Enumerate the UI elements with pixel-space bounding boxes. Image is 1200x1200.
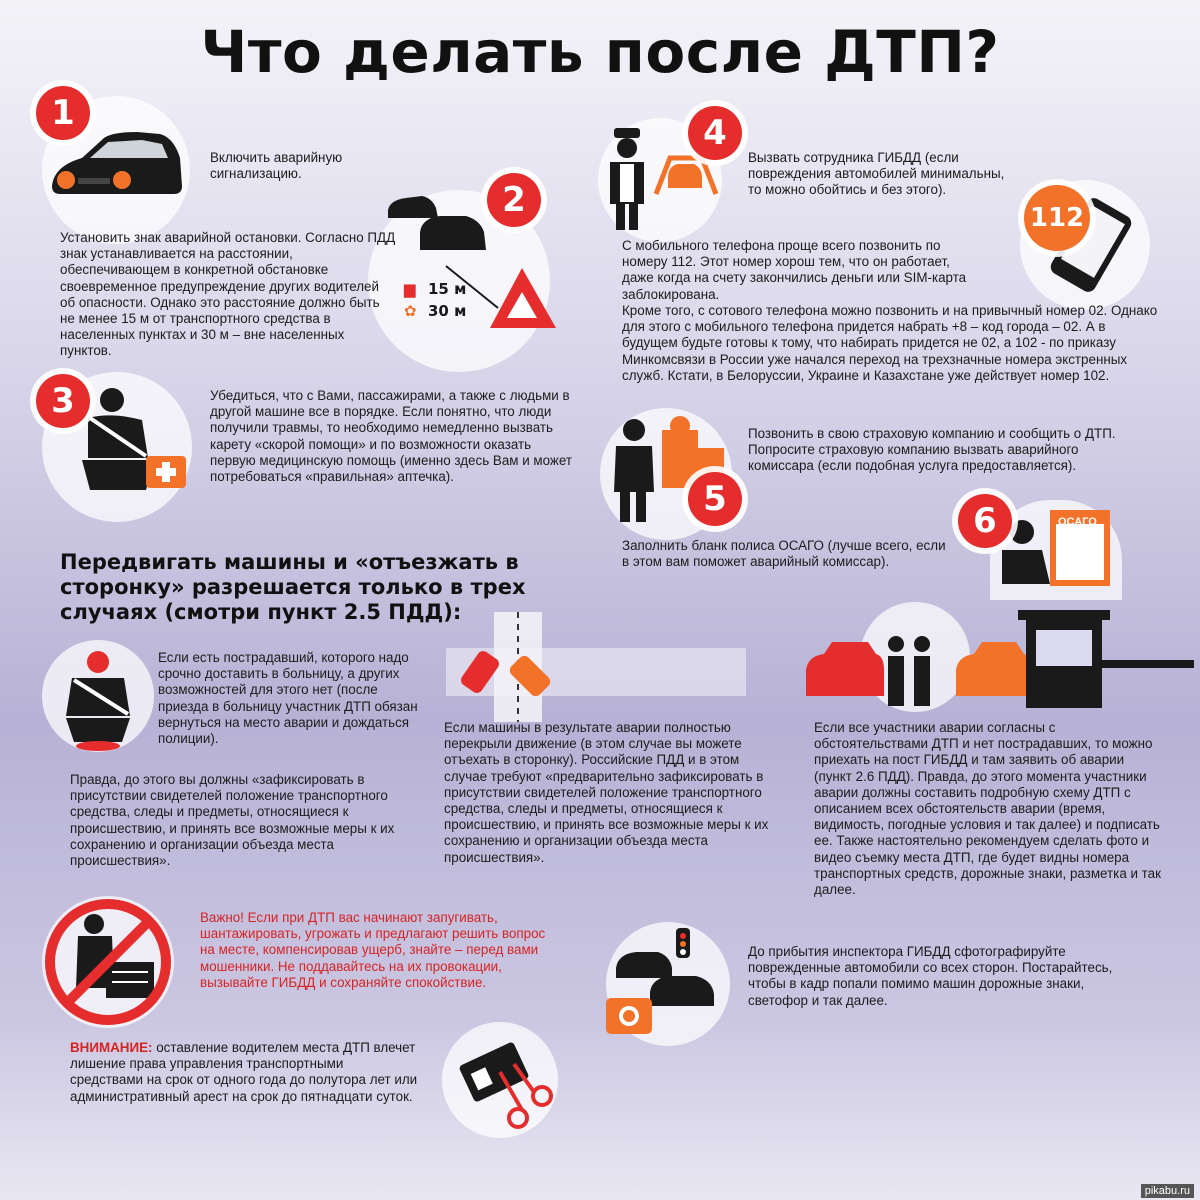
attention-text: оставление водителем места ДТП влечет лишение права управления транспортными средствами на срок от одного года до полутора лет или административный арест на срок до пятнадцати суток. xyxy=(70,1040,418,1104)
step3-number-badge: 3 xyxy=(36,374,90,428)
step5-number-badge: 5 xyxy=(688,472,742,526)
step1-text: Включить аварийную сигнализацию. xyxy=(210,150,343,182)
city-icon: ▆ xyxy=(404,281,416,298)
attention-block xyxy=(70,1040,420,1105)
osago-label: ОСАГО xyxy=(1058,516,1097,528)
case3-text: Если все участники аварии согласны с обстоятельствами ДТП и нет пострадавших, то можно приехать на пост ГИБДД и там заявить об аварии (пункт 2.6 ПДД). Правда, до этого момента участники аварии должны составить подробную схему ДТП с описанием всех обстоятельств аварии (время, видимость, погодные условия и так далее) и подписать ее. Также настоятельно рекомендуем сделать фото и видео съемку места ДТП, где будет видны номера транспортных средств, дорожные знаки, разметка и так далее. xyxy=(814,720,1161,898)
case1-note: Правда, до этого вы должны «зафиксировать в присутствии свидетелей положение транспортного средства, следы и предметы, относящиеся к происшествию, и принять все возможные меры к их сохранению и организации объезда места происшествия». xyxy=(70,772,395,869)
source-credit: pikabu.ru xyxy=(1141,1184,1194,1198)
phone-02-text: Кроме того, с сотового телефона можно позвонить и на привычный номер 02. Однако для этого с мобильного телефона придется набрать +8 – код города – 02. А в будущем будьте готовы к тому, что набирать придется не 02, а 102 - по приказу Минкомсвязи в России уже начался переход на трехзначные номера экстренных служб. Кстати, в Белоруссии, Украине и Казахстане уже действует номер 102. xyxy=(622,303,1158,383)
step3-text: Убедиться, что с Вами, пассажирами, а также с людьми в другой машине все в порядке. Если понятно, что люди получили травмы, то необходимо немедленно вызвать карету «скорой помощи» и по возможности оказать первую медицинскую помощь (именно здесь Вам и может потребоваться «правильная» аптечка). xyxy=(210,388,572,485)
attention-label: ВНИМАНИЕ: xyxy=(70,1040,153,1055)
moving-heading: Передвигать машины и «отъезжать в сторонку» разрешается только в трех случаях (смотри пункт 2.5 ПДД): xyxy=(60,550,526,624)
blocked-road-icon xyxy=(446,612,746,722)
step5-text: Позвонить в свою страховую компанию и сообщить о ДТП. Попросите страховую компанию вызвать аварийного комиссара (если подобная услуга предоставляется). xyxy=(748,426,1116,474)
step6-text: Заполнить бланк полиса ОСАГО (лучше всего, если в этом вам поможет аварийный комиссар). xyxy=(622,538,946,570)
injured-person-icon xyxy=(42,640,154,752)
warning-triangle-icon xyxy=(380,188,580,348)
photo-text: До прибытия инспектора ГИБДД сфотографируйте поврежденные автомобили со всех сторон. Постарайтесь, чтобы в кадр попали помимо машин дорожные знаки, светофор и так далее. xyxy=(748,944,1113,1008)
gibdd-post-icon xyxy=(804,606,1196,712)
step1-number-badge: 1 xyxy=(36,86,90,140)
case1-icon-circle xyxy=(42,640,154,752)
tree-icon: ✿ xyxy=(404,303,417,320)
case2-text: Если машины в результате аварии полностью перекрыли движение (в этом случае вы можете отъехать в сторонку). Российские ПДД и в этом случае требуют «предварительно зафиксировать в присутствии свидетелей положение транспортного средства, следы и предметы, относящиеся к происшествию, и принять все возможные меры к их сохранению и организации объезда места происшествия». xyxy=(444,720,769,865)
step2-number-badge: 2 xyxy=(487,173,541,227)
warning-icon-circle xyxy=(42,896,174,1028)
step4-text: Вызвать сотрудника ГИБДД (если повреждения автомобилей минимальны, то можно обойтись и без этого). xyxy=(748,150,1005,198)
photo-icon-circle xyxy=(606,922,730,1046)
distance-outside: 30 м xyxy=(428,302,467,320)
cut-license-icon xyxy=(442,1022,558,1138)
distance-city: 15 м xyxy=(428,280,467,298)
case1-text: Если есть пострадавший, которого надо срочно доставить в больницу, а других возможностей для этого нет (после приезда в больницу участник ДТП обязан вернуться на место аварии и дождаться полиции). xyxy=(158,650,418,747)
phone-112-text: С мобильного телефона проще всего позвонить по номеру 112. Этот номер хорош тем, что он работает, даже когда на счету закончились деньги или SIM-карта заблокирована. xyxy=(622,238,967,302)
license-icon-circle xyxy=(442,1022,558,1138)
warning-text: Важно! Если при ДТП вас начинают запугивать, шантажировать, угрожать и предлагают решить вопрос на месте, компенсировав ущерб, знайте – перед вами мошенники. Не поддавайтесь на их провокации, вызывайте ГИБДД и сохраняйте спокойствие. xyxy=(200,910,546,990)
step4-number-badge: 4 xyxy=(688,106,742,160)
no-bribe-icon xyxy=(42,896,174,1028)
step6-number-badge: 6 xyxy=(958,494,1012,548)
step2-text: Установить знак аварийной остановки. Согласно ПДД знак устанавливается на расстоянии, обеспечивающем в конкретной обстановке своевременное предупреждение других водителей об опасности. Однако это расстояние должно быть не менее 15 м от транспортного средства в населенных пунктах и 30 м – вне населенных пунктов. xyxy=(60,230,396,359)
page-title: Что делать после ДТП? xyxy=(200,18,1000,86)
emergency-number-badge: 112 xyxy=(1024,185,1090,251)
camera-cars-icon xyxy=(606,922,730,1046)
